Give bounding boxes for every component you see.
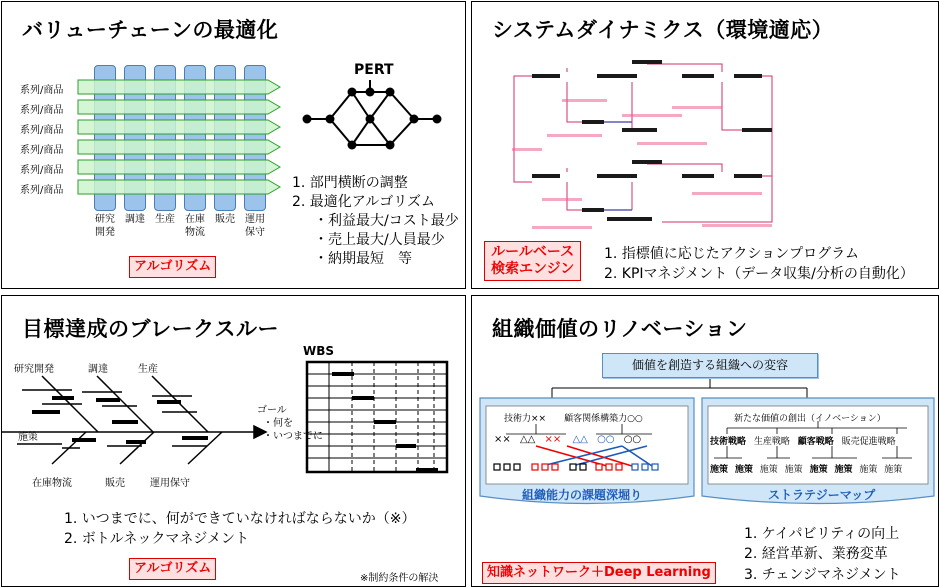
system-dynamics-list: [604, 244, 914, 285]
fish-label: 施策: [18, 432, 38, 443]
right-strategies: [710, 434, 896, 447]
list-item: 2. 最適化アルゴリズム: [292, 193, 435, 210]
symbol: △△: [572, 434, 588, 445]
rule-base-stamp: [484, 241, 581, 281]
innovation-title: 組織価値のリノベーション: [492, 317, 748, 341]
left-caption: 組織能力の課題深堀り: [522, 488, 643, 502]
vc-col-label: 販売: [215, 214, 235, 225]
value-chain-title: バリューチェーンの最適化: [22, 18, 279, 42]
vc-row-label: 系列/商品: [20, 185, 64, 196]
stamp-line: ルールベース: [491, 244, 575, 260]
list-item: 1. いつまでに、何ができていなければならないか（※）: [64, 511, 416, 527]
value-chain-panel: [1, 1, 466, 289]
breakthrough-list: [64, 509, 416, 550]
fish-label: 生産: [138, 364, 158, 375]
stamp-line: 検索エンジン: [491, 260, 575, 277]
goal-label: [257, 404, 323, 443]
vc-col-label: 研究 開発: [95, 214, 115, 238]
measure: 施策: [759, 465, 778, 475]
strategy: 生産戦略: [753, 437, 790, 447]
list-item: ・売上最大/人員最少: [314, 231, 445, 248]
right-header: 新たな価値の創出（イノベーション）: [734, 414, 886, 424]
pert-label: PERT: [354, 62, 394, 78]
vc-col-label: 在庫 物流: [185, 214, 205, 238]
row-arrow: [78, 100, 280, 114]
vc-row-label: 系列/商品: [20, 125, 64, 136]
top-box: 価値を創造する組織への変容: [602, 353, 818, 378]
footnote: ※制約条件の解決: [360, 573, 439, 584]
left-header: 技術力×× 顧客関係構築力○○: [504, 414, 643, 424]
wbs-grid: [307, 362, 447, 472]
symbol: ○○: [623, 434, 642, 445]
symbol: ××: [494, 434, 511, 445]
goal-line: ・何を: [263, 418, 293, 429]
measure: 施策: [884, 465, 903, 475]
fish-label: 研究開発: [14, 364, 54, 375]
fish-label: 販売: [105, 478, 125, 489]
list-item: 2. ボトルネックマネジメント: [64, 531, 249, 548]
vc-row-label: 系列/商品: [20, 165, 64, 176]
list-item: 2. KPIマネジメント（データ収集/分析の自動化）: [604, 266, 914, 283]
measure: 施策: [834, 465, 853, 475]
strategy: 技術戦略: [710, 437, 747, 447]
measure: 施策: [859, 465, 878, 475]
strategy: 顧客戦略: [797, 437, 834, 447]
list-item: 3. チェンジマネジメント: [744, 566, 901, 583]
left-symbols: [494, 434, 641, 445]
algorithm-stamp: アルゴリズム: [129, 558, 216, 580]
vc-col-label: 調達: [125, 214, 145, 225]
row-arrow: [78, 180, 280, 194]
system-dynamics-title: システムダイナミクス（環境適応）: [492, 18, 834, 42]
strategy: 販売促進戦略: [841, 437, 896, 447]
row-arrow: [78, 120, 280, 134]
list-item: 1. 部門横断の調整: [292, 175, 408, 191]
knowledge-network-stamp: 知識ネットワーク＋Deep Learning: [482, 562, 716, 584]
right-measures: [710, 462, 902, 475]
vc-row-label: 系列/商品: [20, 85, 64, 96]
list-item: 2. 経営革新、業務変革: [744, 546, 888, 563]
measure: 施策: [784, 465, 803, 475]
breakthrough-title: 目標達成のブレークスルー: [22, 317, 279, 341]
symbol: △△: [519, 434, 536, 445]
innovation-panel: [471, 295, 939, 587]
vc-col-label: 生産: [155, 214, 175, 225]
row-arrow: [78, 140, 280, 154]
list-item: ・納期最短 等: [314, 250, 412, 267]
fish-label: 在庫物流: [32, 478, 72, 489]
value-chain-list: [292, 174, 459, 268]
measure: 施策: [734, 465, 753, 475]
vc-col-label: 運用 保守: [245, 214, 265, 238]
fish-label: 調達: [88, 364, 108, 375]
wbs-label: WBS: [303, 344, 335, 358]
row-arrow: [78, 160, 280, 174]
vc-row-label: 系列/商品: [20, 145, 64, 156]
row-arrow: [78, 80, 280, 94]
right-caption: ストラテジーマップ: [768, 488, 876, 502]
measure: 施策: [809, 465, 828, 475]
fish-label: 運用保守: [150, 478, 190, 489]
goal-line: ゴール: [257, 405, 287, 416]
vc-row-label: 系列/商品: [20, 105, 64, 116]
symbol: ○○: [597, 434, 615, 445]
system-dynamics-panel: [471, 1, 939, 289]
breakthrough-panel: [1, 295, 466, 587]
list-item: 1. 指標値に応じたアクションプログラム: [604, 246, 859, 262]
symbol: ××: [544, 434, 562, 445]
list-item: 1. ケイパビリティの向上: [744, 526, 900, 542]
goal-line: ・いつまでに: [263, 431, 323, 442]
algorithm-stamp: アルゴリズム: [129, 256, 216, 278]
innovation-list: [744, 524, 901, 585]
measure: 施策: [710, 465, 729, 475]
list-item: ・利益最大/コスト最少: [314, 212, 459, 229]
